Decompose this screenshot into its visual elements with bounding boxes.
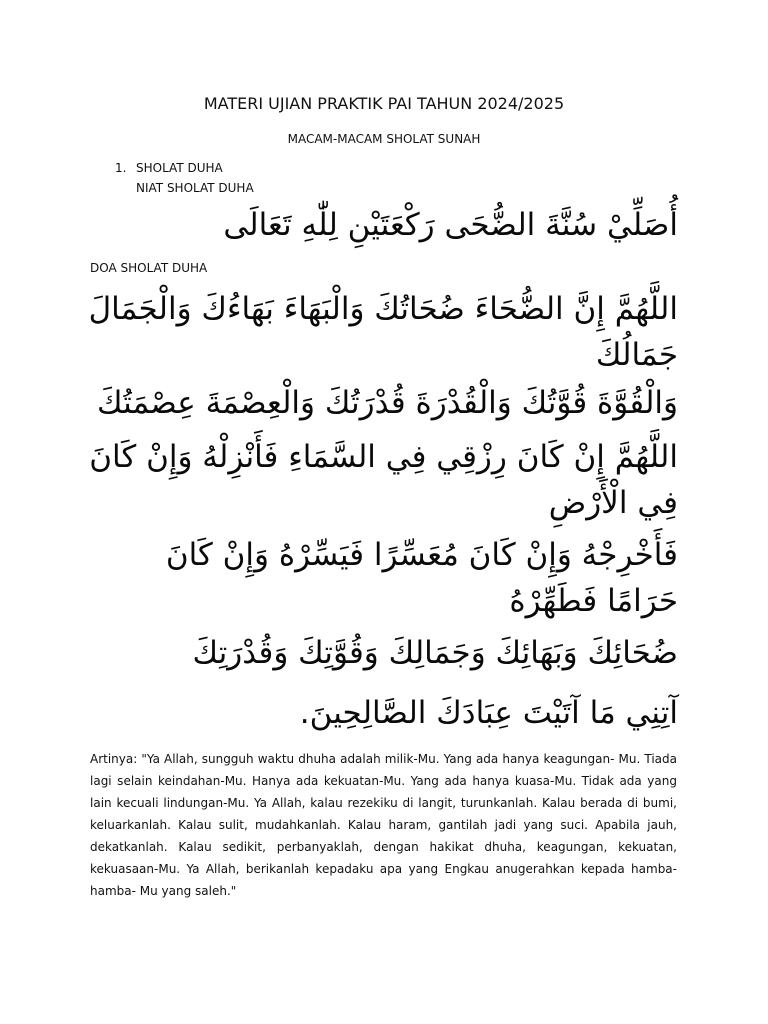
- doa-arabic-line: وَالْقُوَّةَ قُوَّتُكَ وَالْقُدْرَةَ قُدْرَتُكَ وَالْعِصْمَةَ عِصْمَتُكَ: [96, 385, 678, 421]
- doa-arabic-line: اللَّهُمَّ إِنَّ الضُّحَاءَ ضُحَاتُكَ وَالْبَهَاءَ بَهَاءُكَ وَالْجَمَالَ جَمَالُكَ: [88, 291, 678, 373]
- niat-arabic-text: أُصَلِّيْ سُنَّةَ الضُّحَى رَكْعَتَيْنِ لِلّٰهِ تَعَالَى: [223, 207, 678, 243]
- document-title: MATERI UJIAN PRAKTIK PAI TAHUN 2024/2025: [203, 94, 565, 113]
- list-item-number: 1.: [115, 161, 127, 175]
- doa-label: DOA SHOLAT DUHA: [90, 261, 208, 275]
- doa-arabic-line: آتِنِي مَا آتَيْتَ عِبَادَكَ الصَّالِحِينَ.: [299, 695, 678, 731]
- translation-paragraph: Artinya: "Ya Allah, sungguh waktu dhuha adalah milik-Mu. Yang ada hanya keagungan- Mu. Tiada lagi selain keindahan-Mu. Hanya ada kekuatan-Mu. Yang ada hanya kuasa-Mu. Tidak ada yang lain kecuali lindungan-Mu. Ya Allah, kalau rezekiku di langit, turunkanlah. Kalau berada di bumi, keluarkanlah. Kalau sulit, mudahkanlah. Kalau haram, gantilah jadi yang suci. Apabila jauh, dekatkanlah. Kalau sedikit, perbanyaklah, dengan hakikat dhuha, keagungan, kekuatan, kekuasaan-Mu. Ya Allah, berikanlah kepadaku apa yang Engkau anugerahkan kepada hamba-hamba- Mu yang saleh.": [90, 752, 677, 898]
- list-item-label: SHOLAT DUHA: [136, 161, 223, 175]
- doa-arabic-line: ضُحَائِكَ وَبَهَائِكَ وَجَمَالِكَ وَقُوَّتِكَ وَقُدْرَتِكَ: [192, 635, 678, 671]
- doa-arabic-line: فَأَخْرِجْهُ وَإِنْ كَانَ مُعَسِّرًا فَيَسِّرْهُ وَإِنْ كَانَ حَرَامًا فَطَهِّرْهُ: [165, 537, 678, 619]
- document-subtitle: MACAM-MACAM SHOLAT SUNAH: [287, 132, 481, 146]
- niat-label: NIAT SHOLAT DUHA: [136, 181, 254, 195]
- doa-arabic-line: اللَّهُمَّ إِنْ كَانَ رِزْقِي فِي السَّمَاءِ فَأَنْزِلْهُ وَإِنْ كَانَ فِي الْأَرْضِ: [89, 439, 678, 521]
